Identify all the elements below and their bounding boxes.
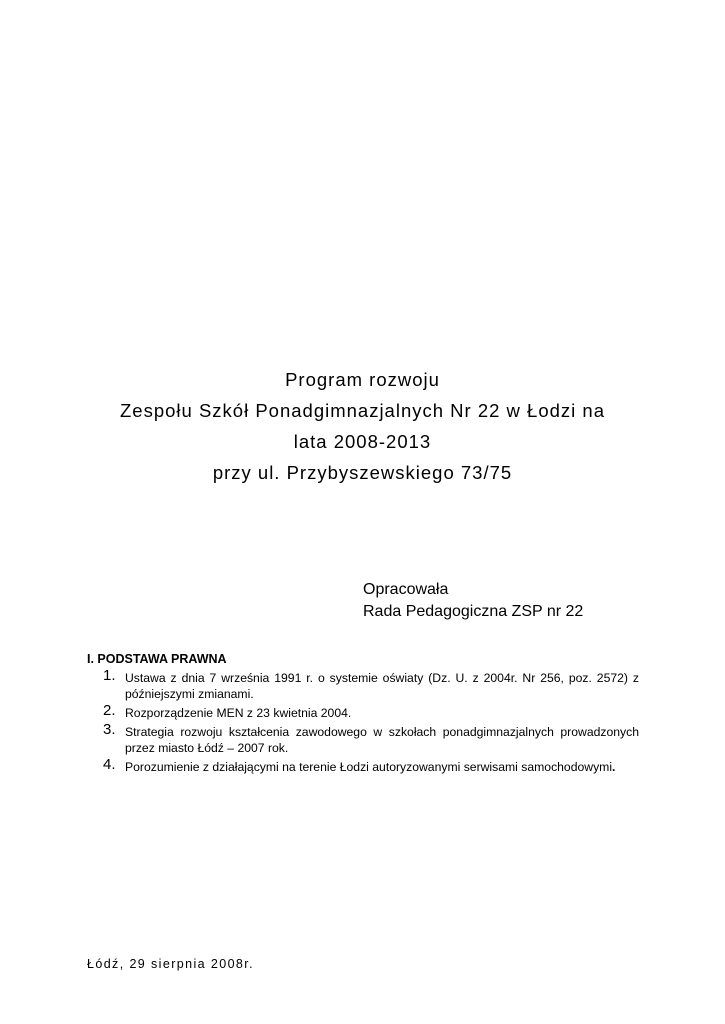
list-item-number: 1. bbox=[103, 667, 116, 684]
author-block bbox=[363, 579, 583, 623]
title-line-4: przy ul. Przybyszewskiego 73/75 bbox=[212, 462, 513, 483]
title-line-1: Program rozwoju bbox=[285, 369, 440, 390]
list-item bbox=[87, 721, 639, 756]
list-item bbox=[87, 667, 639, 702]
list-item-text: Ustawa z dnia 7 września 1991 r. o systemie oświaty (Dz. U. z 2004r. Nr 256, poz. 2572) z późniejszymi zmianami. bbox=[125, 671, 639, 701]
list-item-text: Rozporządzenie MEN z 23 kwietnia 2004. bbox=[125, 706, 352, 720]
legal-basis-section bbox=[87, 651, 639, 778]
section-heading: I. PODSTAWA PRAWNA bbox=[87, 652, 227, 666]
author-label: Opracowała bbox=[363, 581, 449, 598]
title-line-2: Zespołu Szkół Ponadgimnazjalnych Nr 22 w Łodzi na bbox=[119, 400, 605, 421]
list-item bbox=[87, 756, 639, 775]
list-item-period: . bbox=[612, 760, 616, 774]
list-item-number: 2. bbox=[103, 702, 116, 719]
footer-date: Łódź, 29 sierpnia 2008r. bbox=[87, 957, 255, 971]
legal-basis-list bbox=[87, 667, 639, 775]
list-item bbox=[87, 702, 639, 721]
title-line-3: lata 2008-2013 bbox=[293, 431, 432, 452]
author-name: Rada Pedagogiczna ZSP nr 22 bbox=[363, 603, 584, 620]
list-item-text: Porozumienie z działającymi na terenie Łodzi autoryzowanymi serwisami samochodowymi bbox=[125, 760, 613, 774]
list-item-number: 4. bbox=[103, 756, 116, 773]
list-item-text: Strategia rozwoju kształcenia zawodowego w szkołach ponadgimnazjalnych prowadzonych przez miasto Łódź – 2007 rok. bbox=[125, 725, 639, 755]
list-item-number: 3. bbox=[103, 721, 116, 738]
document-title bbox=[0, 364, 725, 488]
